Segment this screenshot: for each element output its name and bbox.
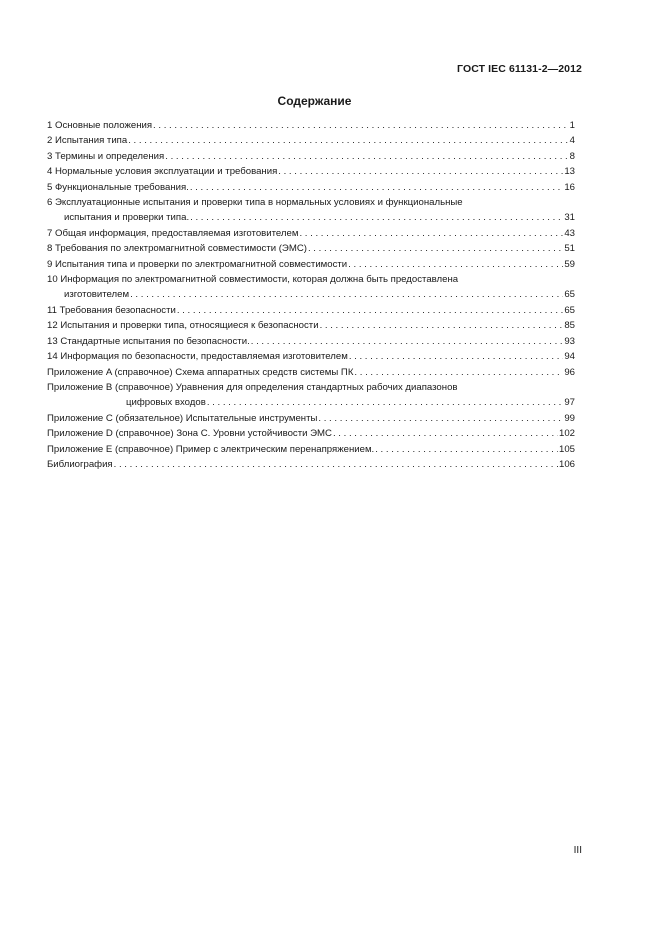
toc-entry-12[interactable]: [47, 318, 575, 333]
toc-entry-10[interactable]: [47, 272, 575, 303]
toc-page: 93: [564, 335, 575, 347]
toc-entry-text: 13 Стандартные испытания по безопасности.: [47, 335, 250, 347]
toc-page: 105: [558, 443, 575, 455]
toc-page: 96: [564, 366, 575, 378]
toc-entry-text-line1: 6 Эксплуатационные испытания и проверки типа в нормальных условиях и функциональные: [47, 197, 463, 209]
toc-entry-2[interactable]: [47, 133, 575, 148]
toc-entry-text-line1: 10 Информация по электромагнитной совместимости, которая должна быть предоставлена: [47, 274, 459, 286]
toc-leader: [190, 210, 563, 225]
toc-leader: [251, 334, 564, 349]
toc-leader: [128, 133, 568, 148]
toc-page: 51: [564, 243, 575, 255]
toc-leader: [320, 318, 564, 333]
toc-page: 94: [564, 351, 575, 363]
toc-leader: [333, 426, 558, 441]
toc-entry-text: 1 Основные положения: [47, 120, 153, 131]
toc-entry-5[interactable]: [47, 180, 575, 195]
toc-leader: [207, 395, 564, 410]
toc-page: 4: [569, 135, 575, 147]
toc-page: 31: [564, 212, 575, 224]
table-of-contents: [47, 118, 575, 472]
toc-entry-text: цифровых входов: [126, 397, 206, 409]
toc-entry-appendix-a[interactable]: [47, 365, 575, 380]
toc-page: 97: [564, 397, 575, 409]
toc-leader: [165, 149, 568, 164]
toc-entry-8[interactable]: [47, 241, 575, 256]
toc-leader: [190, 180, 563, 195]
toc-page: 85: [564, 320, 575, 332]
toc-entry-text: Приложение C (обязательное) Испытательные инструменты: [47, 412, 318, 424]
toc-entry-text: 9 Испытания типа и проверки по электромагнитной совместимости: [47, 258, 348, 270]
toc-entry-6[interactable]: [47, 195, 575, 226]
toc-entry-7[interactable]: [47, 226, 575, 241]
toc-entry-appendix-e[interactable]: [47, 442, 575, 457]
page-number: III: [573, 845, 582, 856]
toc-entry-text: испытания и проверки типа.: [64, 212, 190, 224]
toc-page: 43: [564, 227, 575, 239]
toc-leader: [348, 257, 563, 272]
toc-page: 99: [564, 412, 575, 424]
page-title: Содержание: [277, 94, 352, 108]
toc-entry-text: 8 Требования по электромагнитной совместимости (ЭМС): [47, 243, 307, 255]
toc-leader: [375, 442, 558, 457]
toc-entry-text: 11 Требования безопасности: [47, 304, 176, 316]
toc-page: 65: [564, 289, 575, 301]
toc-entry-text-line1: Приложение B (справочное) Уравнения для определения стандартных рабочих диапазонов: [47, 381, 458, 393]
toc-entry-text: Библиография: [47, 458, 113, 470]
toc-entry-text: 14 Информация по безопасности, предоставляемая изготовителем: [47, 351, 348, 363]
toc-entry-appendix-b[interactable]: [47, 380, 575, 411]
toc-entry-text: Приложение D (справочное) Зона С. Уровни устойчивости ЭМС: [47, 428, 332, 440]
toc-page: 8: [569, 150, 575, 162]
toc-leader: [177, 303, 563, 318]
toc-entry-text: Приложение A (справочное) Схема аппаратных средств системы ПК: [47, 366, 354, 378]
toc-page: 59: [564, 258, 575, 270]
toc-page: 1: [569, 120, 575, 131]
toc-entry-appendix-d[interactable]: [47, 426, 575, 441]
toc-leader: [278, 164, 563, 179]
toc-page: 102: [558, 428, 575, 440]
toc-entry-4[interactable]: [47, 164, 575, 179]
toc-leader: [114, 457, 558, 472]
toc-leader: [354, 365, 563, 380]
toc-entry-text: Приложение E (справочное) Пример с электрическим перенапряжением.: [47, 443, 375, 455]
toc-entry-13[interactable]: [47, 334, 575, 349]
toc-entry-text: изготовителем: [64, 289, 130, 301]
toc-leader: [130, 287, 563, 302]
toc-entry-text: 12 Испытания и проверки типа, относящиеся к безопасности: [47, 320, 319, 332]
toc-entry-appendix-c[interactable]: [47, 411, 575, 426]
toc-entry-1[interactable]: [47, 118, 575, 133]
toc-entry-3[interactable]: [47, 149, 575, 164]
toc-page: 65: [564, 304, 575, 316]
toc-entry-text: 3 Термины и определения: [47, 150, 165, 162]
toc-leader: [299, 226, 563, 241]
toc-entry-text: 7 Общая информация, предоставляемая изготовителем: [47, 227, 299, 239]
toc-leader: [308, 241, 563, 256]
toc-leader: [153, 118, 569, 133]
toc-leader: [318, 411, 563, 426]
toc-page: 13: [564, 166, 575, 178]
toc-entry-14[interactable]: [47, 349, 575, 364]
document-header: ГОСТ IEC 61131-2—2012: [457, 63, 582, 75]
toc-entry-text: 2 Испытания типа: [47, 135, 128, 147]
toc-leader: [349, 349, 564, 364]
toc-page: 16: [564, 181, 575, 193]
toc-entry-bibliography[interactable]: [47, 457, 575, 472]
toc-entry-11[interactable]: [47, 303, 575, 318]
toc-entry-text: 4 Нормальные условия эксплуатации и требования: [47, 166, 278, 178]
toc-entry-9[interactable]: [47, 257, 575, 272]
toc-entry-text: 5 Функциональные требования.: [47, 181, 189, 193]
toc-page: 106: [558, 458, 575, 470]
